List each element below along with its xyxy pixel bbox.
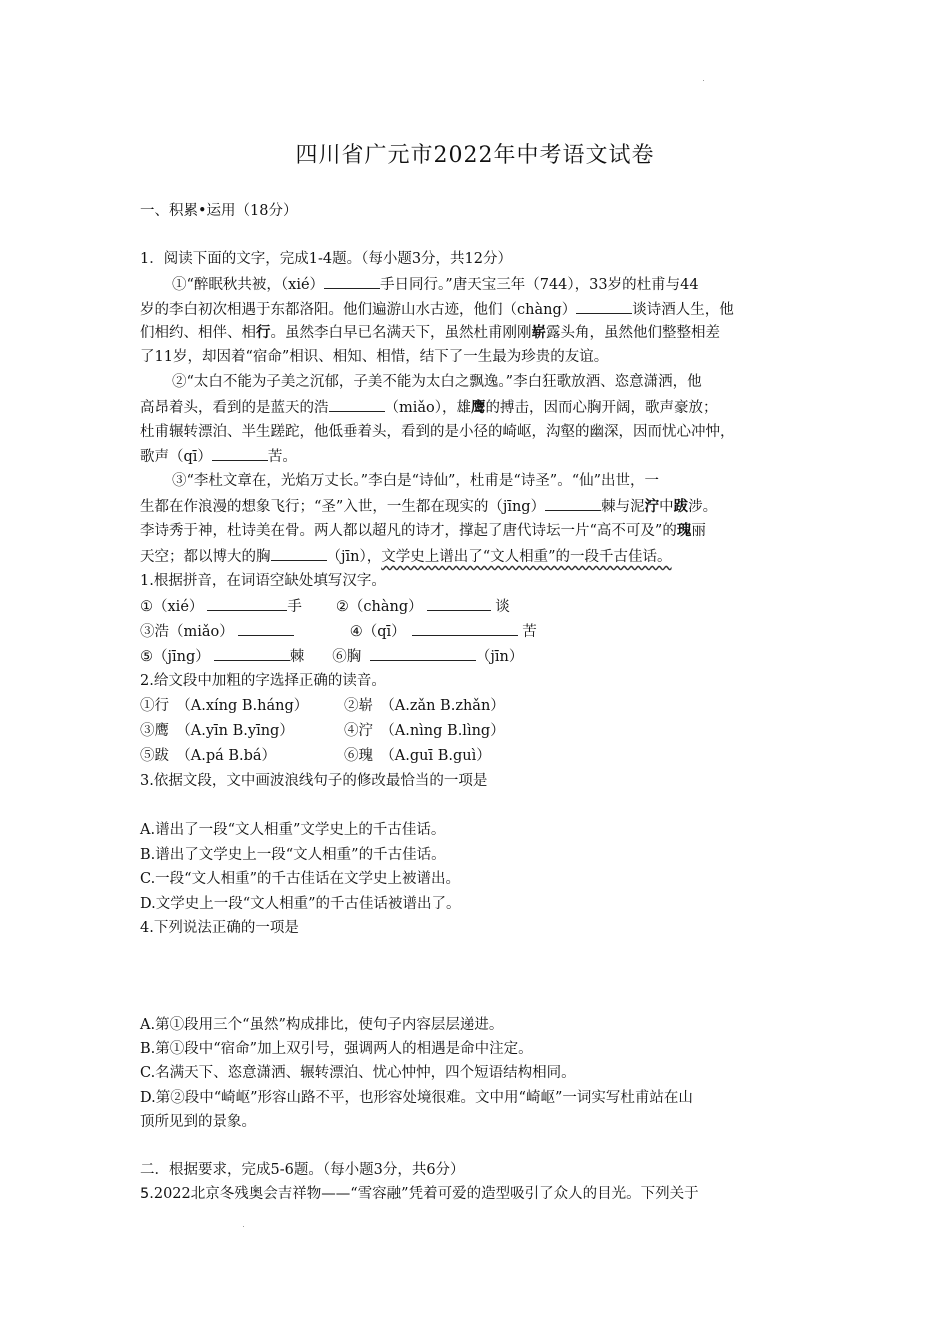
- fill-blank[interactable]: [212, 446, 268, 461]
- passage-p1-line1: [172, 274, 699, 295]
- passage-p3-line2: [140, 496, 717, 517]
- text-run: 生都在作浪漫的想象飞行；“圣”入世，一生都在现实的（jīng）: [140, 499, 546, 515]
- text-run: ⑤（jīng）: [140, 649, 210, 665]
- fill-blank[interactable]: [576, 299, 632, 314]
- subquestion-2-row1: [140, 696, 505, 716]
- text-run: 手日同行。”唐天宝三年（744），33岁的杜甫与44: [380, 277, 699, 293]
- text-run: 歌声（qī）: [140, 449, 212, 465]
- text-run: 谈诗酒人生，他: [632, 302, 734, 318]
- passage-p3-line1: ③“李杜文章在，光焰万丈长。”李白是“诗仙”，杜甫是“诗圣”。“仙”出世，一: [172, 473, 660, 489]
- question-5-stem: [140, 1184, 699, 1204]
- answer-blank[interactable]: [370, 646, 476, 661]
- text-run: 露头角，虽然他们整整相差: [546, 325, 720, 341]
- text-run: ②（chàng）: [335, 599, 423, 615]
- subquestion-4-option-d-line1: D.第②段中“崎岖”形容山路不平，也形容处境很难。文中用“崎岖”一词实写杜甫站在山: [140, 1090, 693, 1106]
- passage-p2-line3: 杜甫辗转漂泊、半生蹉跎，他低垂着头，看到的是小径的崎岖，沟壑的幽深，因而忧心冲忡，: [140, 424, 735, 440]
- text-run: 棘与泥: [601, 499, 645, 515]
- passage-p3-line3: [140, 521, 706, 541]
- bold-char: 瑰: [676, 522, 692, 539]
- text-run: 们相约、相伴、相: [140, 325, 256, 341]
- passage-p1-line4: 了11岁，却因着“宿命”相识、相知、相惜，结下了一生最为珍贵的友谊。: [140, 349, 609, 365]
- subquestion-1-row2: [140, 621, 537, 642]
- option-text: ①行 （A.xíng B.háng）: [140, 698, 309, 714]
- text-run: ①“醉眠秋共被，（xié）: [172, 277, 325, 293]
- subquestion-1-prompt: 1.根据拼音，在词语空缺处填写汉字。: [140, 573, 386, 589]
- text-run: 苦。: [267, 449, 297, 465]
- subquestion-1-row1: [140, 596, 510, 617]
- bold-char: 跋: [673, 498, 689, 515]
- question-number: 5.: [140, 1186, 154, 1202]
- text-run: （miǎo），雄: [384, 400, 472, 416]
- text-run: 苦: [517, 624, 537, 640]
- fill-blank[interactable]: [545, 496, 601, 511]
- text-run: ④（qī）: [349, 624, 406, 640]
- answer-blank[interactable]: [427, 596, 491, 611]
- text-run: 丽: [691, 523, 706, 539]
- subquestion-4-option-c: C.名满天下、恣意潇洒、辗转漂泊、忧心忡忡，四个短语结构相同。: [140, 1065, 576, 1081]
- fill-blank[interactable]: [271, 546, 327, 561]
- text-run: 高昂着头，看到的是蓝天的浩: [140, 400, 329, 416]
- answer-blank[interactable]: [238, 621, 294, 636]
- text-run: 手: [287, 599, 302, 615]
- text-run: 。虽然李白早已名满天下，虽然杜甫刚刚: [270, 325, 532, 341]
- fill-blank[interactable]: [329, 397, 385, 412]
- option-text: ③鹰 （A.yīn B.yīng）: [140, 723, 294, 739]
- text-run: ③浩（miǎo）: [140, 624, 234, 640]
- answer-blank[interactable]: [207, 596, 287, 611]
- fill-blank[interactable]: [324, 274, 380, 289]
- answer-blank[interactable]: [214, 646, 290, 661]
- text-run: （jīn），: [326, 549, 382, 565]
- scan-dot: [243, 1226, 244, 1227]
- subquestion-2-row3: [140, 746, 491, 766]
- bold-char: 泞: [644, 498, 660, 515]
- passage-p2-line4: [140, 446, 297, 467]
- text-run: 2022北京冬残奥会吉祥物——“雪容融”凭着可爱的造型吸引了众人的目光。下列关于: [153, 1186, 699, 1202]
- text-run: 棘: [289, 649, 305, 665]
- passage-p2-line1: ②“太白不能为子美之沉郁，子美不能为太白之飘逸。”李白狂歌放酒、恣意潇洒，他: [172, 374, 702, 390]
- text-run: 天空；都以博大的胸: [140, 549, 271, 565]
- text-run: 涉。: [688, 499, 718, 515]
- subquestion-3-prompt: 3.依据文段，文中画波浪线句子的修改最恰当的一项是: [140, 773, 488, 789]
- passage-p1-line2: [140, 299, 734, 320]
- subquestion-1-row3: [140, 646, 523, 667]
- text-run: 谈: [490, 599, 510, 615]
- subquestion-4-option-b: B.第①段中“宿命”加上双引号，强调两人的相遇是命中注定。: [140, 1041, 533, 1057]
- section-heading-2: 二．根据要求，完成5-6题。（每小题3分，共6分）: [140, 1162, 465, 1178]
- subquestion-3-option-d: D.文学史上一段“文人相重”的千古佳话被谱出了。: [140, 896, 461, 912]
- bold-char: 崭: [531, 324, 546, 341]
- question-1-intro: 1．阅读下面的文字，完成1-4题。（每小题3分，共12分）: [140, 251, 512, 267]
- scan-dot: [703, 80, 704, 81]
- bold-char: 行: [256, 324, 271, 341]
- wavy-underlined-sentence: 文学史上谱出了“文人相重”的一段千古佳话。: [381, 549, 672, 565]
- passage-p2-line2: [140, 397, 718, 418]
- text-run: 岁的李白初次相遇于东都洛阳。他们遍游山水古迹，他们（chàng）: [140, 302, 577, 318]
- text-run: 李诗秀于神，杜诗美在骨。两人都以超凡的诗才，撑起了唐代诗坛一片“高不可及”的: [140, 523, 677, 539]
- option-text: ②崭 （A.zǎn B.zhǎn）: [344, 698, 505, 714]
- page-title: 四川省广元市2022年中考语文试卷: [295, 143, 655, 168]
- option-text: ⑤跋 （A.pá B.bá）: [140, 748, 277, 764]
- subquestion-4-option-a: A.第①段用三个“虽然”构成排比，使句子内容层层递进。: [140, 1017, 504, 1033]
- subquestion-3-option-b: B.谱出了文学史上一段“文人相重”的千古佳话。: [140, 847, 446, 863]
- text-run: 的搏击，因而心胸开阔，歌声豪放；: [485, 400, 718, 416]
- subquestion-4-prompt: 4.下列说法正确的一项是: [140, 920, 299, 936]
- passage-p1-line3: [140, 323, 720, 343]
- subquestion-3-option-a: A.谱出了一段“文人相重”文学史上的千古佳话。: [140, 822, 446, 838]
- text-run: （jīn）: [475, 649, 524, 665]
- subquestion-3-option-c: C.一段“文人相重”的千古佳话在文学史上被谱出。: [140, 871, 461, 887]
- section-heading-1: 一、积累•运用（18分）: [140, 203, 298, 219]
- bold-char: 鹰: [471, 399, 486, 416]
- text-run: ⑥胸: [332, 649, 366, 665]
- answer-blank[interactable]: [412, 621, 518, 636]
- subquestion-2-row2: [140, 721, 505, 741]
- option-text: ④泞 （A.nìng B.lìng）: [344, 723, 505, 739]
- option-text: ⑥瑰 （A.guī B.guì）: [344, 748, 491, 764]
- passage-p3-line4: [140, 546, 672, 567]
- text-run: 中: [659, 499, 674, 515]
- subquestion-4-option-d-line2: 顶所见到的景象。: [140, 1114, 256, 1130]
- subquestion-2-prompt: 2.给文段中加粗的字选择正确的读音。: [140, 673, 386, 689]
- text-run: ①（xié）: [140, 599, 204, 615]
